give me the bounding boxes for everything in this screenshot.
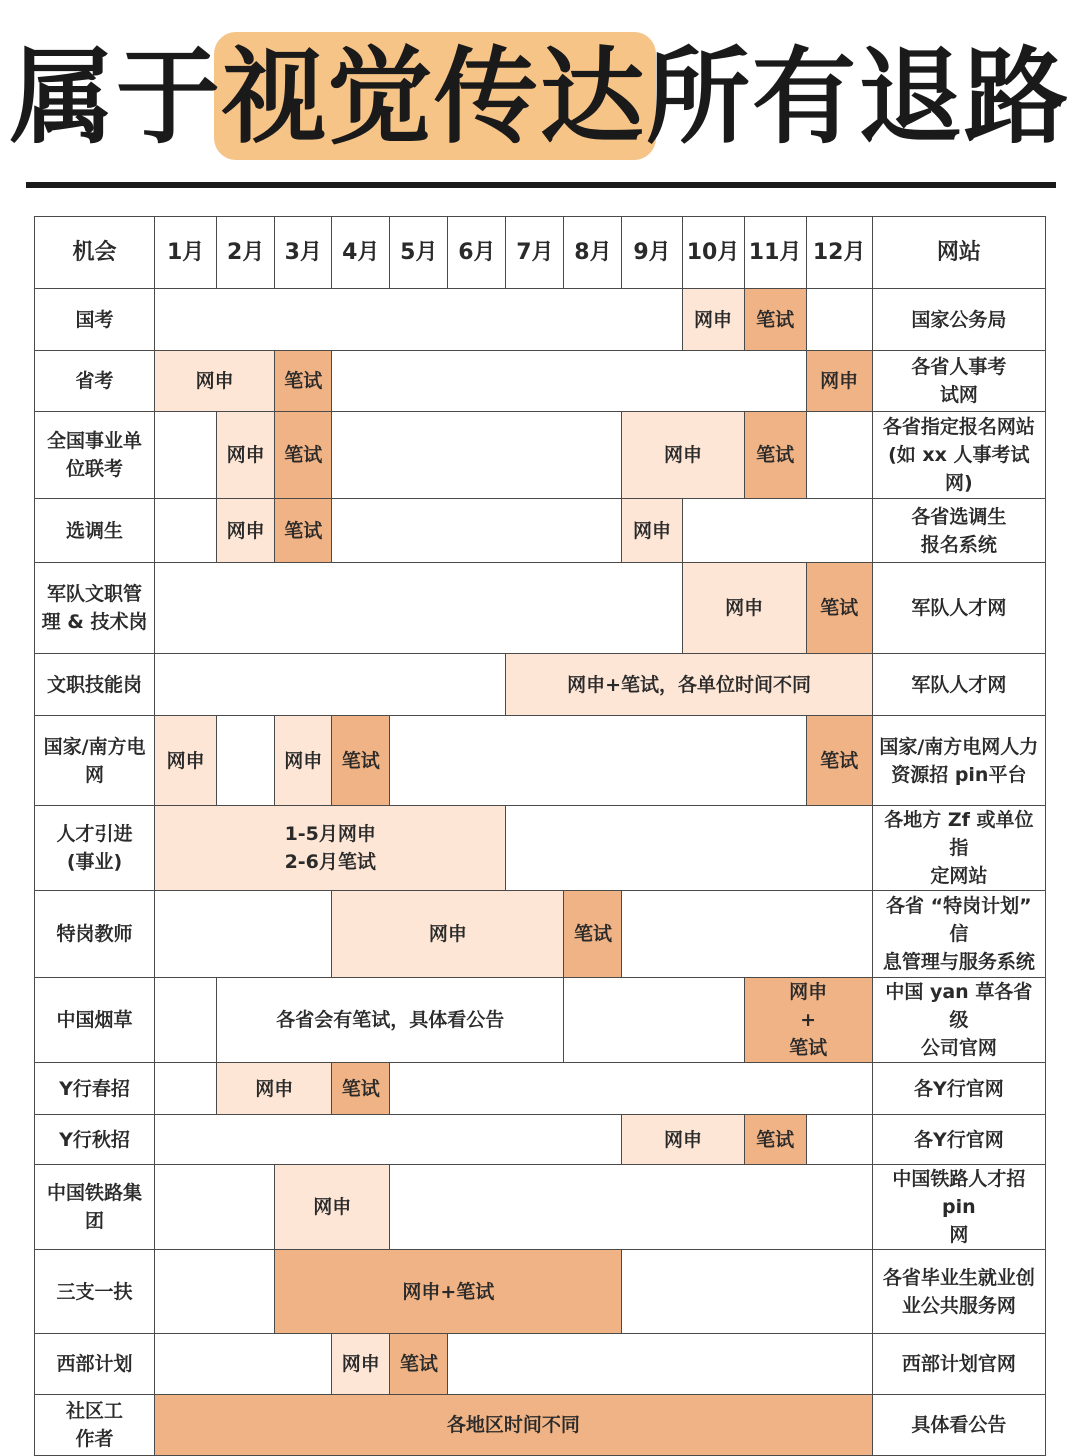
exam-period-cell: 笔试: [806, 563, 872, 654]
table-row: [35, 978, 1046, 1063]
apply-period-cell: 各省会有笔试，具体看公告: [217, 978, 564, 1063]
empty-month-cell: [332, 499, 622, 563]
exam-period-cell: 笔试: [332, 716, 390, 806]
row-website: 军队人才网: [872, 563, 1045, 654]
empty-month-cell: [155, 289, 682, 351]
title-divider: [26, 182, 1056, 188]
empty-month-cell: [155, 1063, 217, 1115]
header-month: 9月: [622, 217, 682, 289]
header-month: 7月: [506, 217, 564, 289]
empty-month-cell: [217, 716, 275, 806]
schedule-table: [34, 216, 1046, 1456]
row-opportunity-name: 国家/南方电 网: [35, 716, 155, 806]
empty-month-cell: [806, 412, 872, 499]
empty-month-cell: [332, 412, 622, 499]
empty-month-cell: [390, 716, 806, 806]
empty-month-cell: [622, 1250, 872, 1334]
empty-month-cell: [564, 978, 744, 1063]
row-website: 各省毕业生就业创 业公共服务网: [872, 1250, 1045, 1334]
row-opportunity-name: Y行秋招: [35, 1115, 155, 1165]
header-month: 11月: [744, 217, 806, 289]
empty-month-cell: [332, 351, 806, 412]
table-row: [35, 654, 1046, 716]
row-website: 各Y行官网: [872, 1115, 1045, 1165]
empty-month-cell: [155, 499, 217, 563]
apply-period-cell: 网申: [217, 499, 275, 563]
row-website: 中国 yan 草各省级 公司官网: [872, 978, 1045, 1063]
empty-month-cell: [506, 806, 872, 891]
exam-period-cell: 笔试: [275, 351, 332, 412]
row-opportunity-name: 人才引进 (事业): [35, 806, 155, 891]
apply-period-cell: 网申: [217, 412, 275, 499]
exam-period-cell: 网申: [806, 351, 872, 412]
exam-period-cell: 网申 + 笔试: [744, 978, 872, 1063]
empty-month-cell: [155, 412, 217, 499]
row-website: 各省人事考 试网: [872, 351, 1045, 412]
table-row: [35, 806, 1046, 891]
header-row: [35, 217, 1046, 289]
exam-period-cell: 笔试: [564, 891, 622, 978]
table-row: [35, 716, 1046, 806]
table-row: [35, 1115, 1046, 1165]
title-suffix: 所有退路: [646, 36, 1071, 158]
row-opportunity-name: 中国烟草: [35, 978, 155, 1063]
header-month: 2月: [217, 217, 275, 289]
header-month: 6月: [448, 217, 506, 289]
empty-month-cell: [622, 891, 872, 978]
empty-month-cell: [390, 1165, 872, 1250]
empty-month-cell: [155, 978, 217, 1063]
exam-period-cell: 笔试: [744, 412, 806, 499]
row-website: 国家/南方电网人力 资源招 pin平台: [872, 716, 1045, 806]
apply-period-cell: 网申+笔试，各单位时间不同: [506, 654, 872, 716]
row-website: 各省选调生 报名系统: [872, 499, 1045, 563]
apply-period-cell: 网申: [155, 351, 275, 412]
apply-period-cell: 网申: [682, 563, 806, 654]
row-opportunity-name: 特岗教师: [35, 891, 155, 978]
table-row: [35, 563, 1046, 654]
exam-period-cell: 各地区时间不同: [155, 1395, 873, 1456]
empty-month-cell: [448, 1334, 872, 1395]
title-prefix: 属于: [9, 36, 222, 158]
exam-period-cell: 网申+笔试: [275, 1250, 622, 1334]
empty-month-cell: [155, 1165, 275, 1250]
table-row: [35, 1165, 1046, 1250]
table-row: [35, 1395, 1046, 1456]
table-row: [35, 1063, 1046, 1115]
apply-period-cell: 1-5月网申 2-6月笔试: [155, 806, 506, 891]
apply-period-cell: 网申: [217, 1063, 332, 1115]
header-website: 网站: [872, 217, 1045, 289]
header-month: 8月: [564, 217, 622, 289]
apply-period-cell: 网申: [275, 716, 332, 806]
empty-month-cell: [155, 1115, 622, 1165]
table-row: [35, 1334, 1046, 1395]
row-opportunity-name: 国考: [35, 289, 155, 351]
empty-month-cell: [806, 289, 872, 351]
empty-month-cell: [155, 1334, 332, 1395]
apply-period-cell: 网申: [622, 412, 744, 499]
empty-month-cell: [155, 654, 506, 716]
header-month: 10月: [682, 217, 744, 289]
row-website: 具体看公告: [872, 1395, 1045, 1456]
row-opportunity-name: 省考: [35, 351, 155, 412]
row-opportunity-name: 社区工 作者: [35, 1395, 155, 1456]
table-row: [35, 351, 1046, 412]
title-highlight: 视觉传达: [221, 36, 646, 158]
apply-period-cell: 网申: [682, 289, 744, 351]
exam-period-cell: 笔试: [332, 1063, 390, 1115]
table-row: [35, 289, 1046, 351]
row-opportunity-name: 军队文职管 理 & 技术岗: [35, 563, 155, 654]
table-row: [35, 1250, 1046, 1334]
apply-period-cell: 网申: [332, 1334, 390, 1395]
row-website: 西部计划官网: [872, 1334, 1045, 1395]
empty-month-cell: [806, 1115, 872, 1165]
row-website: 中国铁路人才招pin 网: [872, 1165, 1045, 1250]
page-title: [0, 22, 1080, 172]
row-opportunity-name: 三支一扶: [35, 1250, 155, 1334]
header-month: 5月: [390, 217, 448, 289]
row-website: 各省 “特岗计划” 信 息管理与服务系统: [872, 891, 1045, 978]
table-row: [35, 412, 1046, 499]
row-website: 各地方 Zf 或单位指 定网站: [872, 806, 1045, 891]
apply-period-cell: 网申: [155, 716, 217, 806]
header-month: 12月: [806, 217, 872, 289]
table-row: [35, 499, 1046, 563]
exam-period-cell: 笔试: [390, 1334, 448, 1395]
page-header: [0, 22, 1080, 172]
row-opportunity-name: 中国铁路集 团: [35, 1165, 155, 1250]
apply-period-cell: 网申: [275, 1165, 390, 1250]
exam-period-cell: 笔试: [275, 412, 332, 499]
header-month: 3月: [275, 217, 332, 289]
empty-month-cell: [155, 891, 332, 978]
row-opportunity-name: 选调生: [35, 499, 155, 563]
header-opportunity: 机会: [35, 217, 155, 289]
header-month: 1月: [155, 217, 217, 289]
row-website: 各Y行官网: [872, 1063, 1045, 1115]
row-website: 国家公务局: [872, 289, 1045, 351]
exam-period-cell: 笔试: [806, 716, 872, 806]
empty-month-cell: [682, 499, 872, 563]
header-month: 4月: [332, 217, 390, 289]
row-opportunity-name: 西部计划: [35, 1334, 155, 1395]
row-opportunity-name: 文职技能岗: [35, 654, 155, 716]
apply-period-cell: 网申: [622, 499, 682, 563]
row-website: 军队人才网: [872, 654, 1045, 716]
empty-month-cell: [155, 1250, 275, 1334]
empty-month-cell: [390, 1063, 872, 1115]
exam-period-cell: 笔试: [275, 499, 332, 563]
exam-period-cell: 笔试: [744, 289, 806, 351]
empty-month-cell: [155, 563, 682, 654]
row-opportunity-name: 全国事业单 位联考: [35, 412, 155, 499]
exam-period-cell: 笔试: [744, 1115, 806, 1165]
table-row: [35, 891, 1046, 978]
row-opportunity-name: Y行春招: [35, 1063, 155, 1115]
apply-period-cell: 网申: [622, 1115, 744, 1165]
apply-period-cell: 网申: [332, 891, 564, 978]
row-website: 各省指定报名网站 (如 xx 人事考试 网): [872, 412, 1045, 499]
